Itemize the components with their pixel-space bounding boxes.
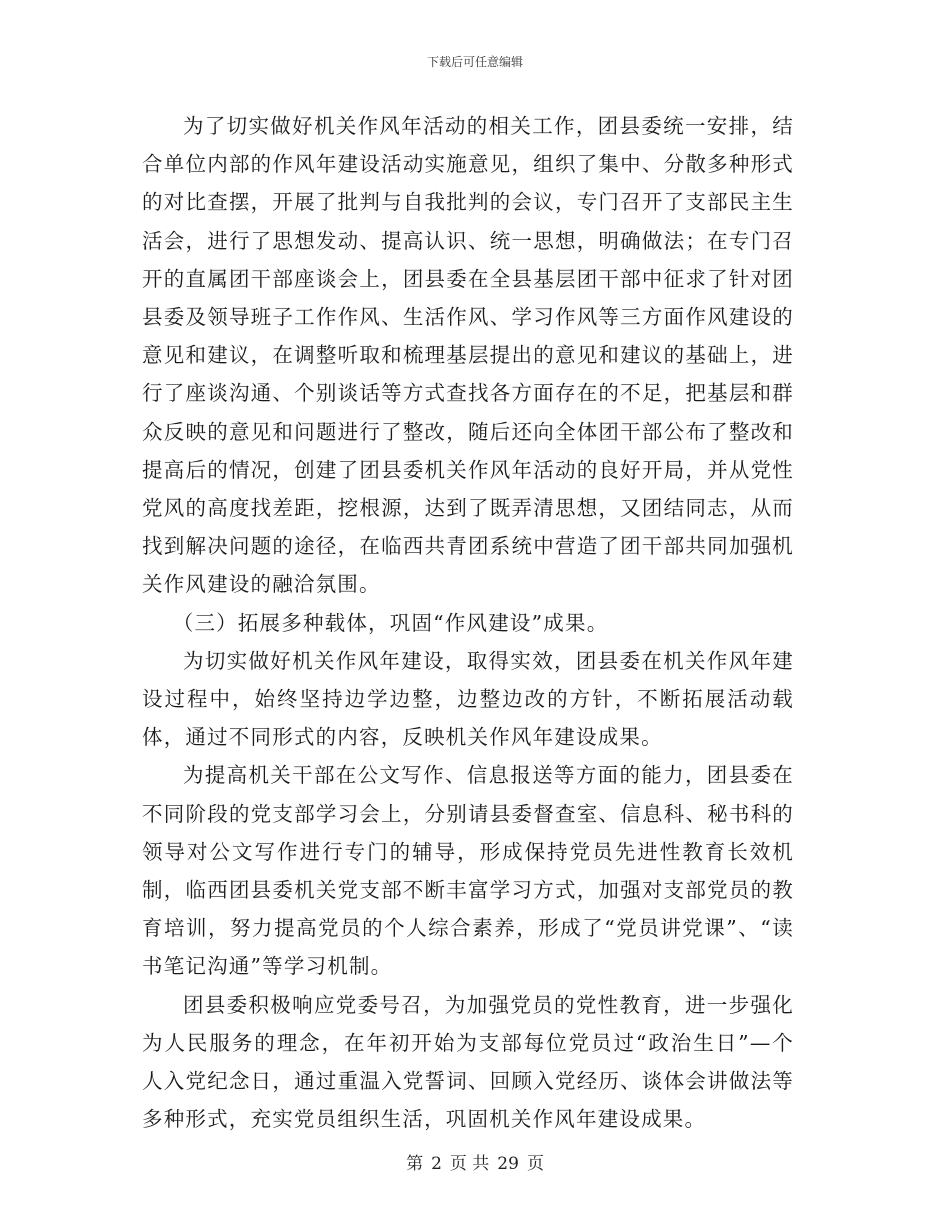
- footer-suffix: 页: [526, 1154, 544, 1174]
- section-heading: （三）拓展多种载体，巩固“作风建设”成果。: [172, 610, 609, 635]
- paragraph: 为提高机关干部在公文写作、信息报送等方面的能力，团县委在不同阶段的党支部学习会上，分别请县委督查室、信息科、秘书科的领导对公文写作进行专门的辅导，形成保持党员先进性教育长效机制，临西团县委机关党支部不断丰富学习方式，加强对支部党员的教育培训，努力提高党员的个人综合素养，形成了“党员讲党课”、“读书笔记沟通”等学习机制。: [142, 763, 794, 979]
- paragraph: 为切实做好机关作风年建设，取得实效，团县委在机关作风年建设过程中，始终坚持边学边整，边整边改的方针，不断拓展活动载体，通过不同形式的内容，反映机关作风年建设成果。: [142, 648, 794, 750]
- page-footer: [0, 1153, 950, 1175]
- page-header: 下载后可任意编辑: [426, 55, 523, 69]
- footer-middle: 页 共: [449, 1154, 490, 1174]
- document-body: [142, 107, 794, 1138]
- footer-prefix: 第: [406, 1154, 424, 1174]
- paragraph: 团县委积极响应党委号召，为加强党员的党性教育，进一步强化为人民服务的理念，在年初开始为支部每位党员过“政治生日”—个人入党纪念日，通过重温入党誓词、回顾入党经历、谈体会讲做法等多种形式，充实党员组织生活，巩固机关作风年建设成果。: [142, 992, 794, 1132]
- page-total: 29: [497, 1154, 519, 1174]
- page-number: 2: [431, 1154, 442, 1174]
- paragraph: 为了切实做好机关作风年活动的相关工作，团县委统一安排，结合单位内部的作风年建设活动实施意见，组织了集中、分散多种形式的对比查摆，开展了批判与自我批判的会议，专门召开了支部民主生活会，进行了思想发动、提高认识、统一思想，明确做法；在专门召开的直属团干部座谈会上，团县委在全县基层团干部中征求了针对团县委及领导班子工作作风、生活作风、学习作风等三方面作风建设的意见和建议，在调整听取和梳理基层提出的意见和建议的基础上，进行了座谈沟通、个别谈话等方式查找各方面存在的不足，把基层和群众反映的意见和问题进行了整改，随后还向全体团干部公布了整改和提高后的情况，创建了团县委机关作风年活动的良好开局，并从党性党风的高度找差距，挖根源，达到了既弄清思想，又团结同志，从而找到解决问题的途径，在临西共青团系统中营造了团干部共同加强机关作风建设的融洽氛围。: [142, 114, 794, 597]
